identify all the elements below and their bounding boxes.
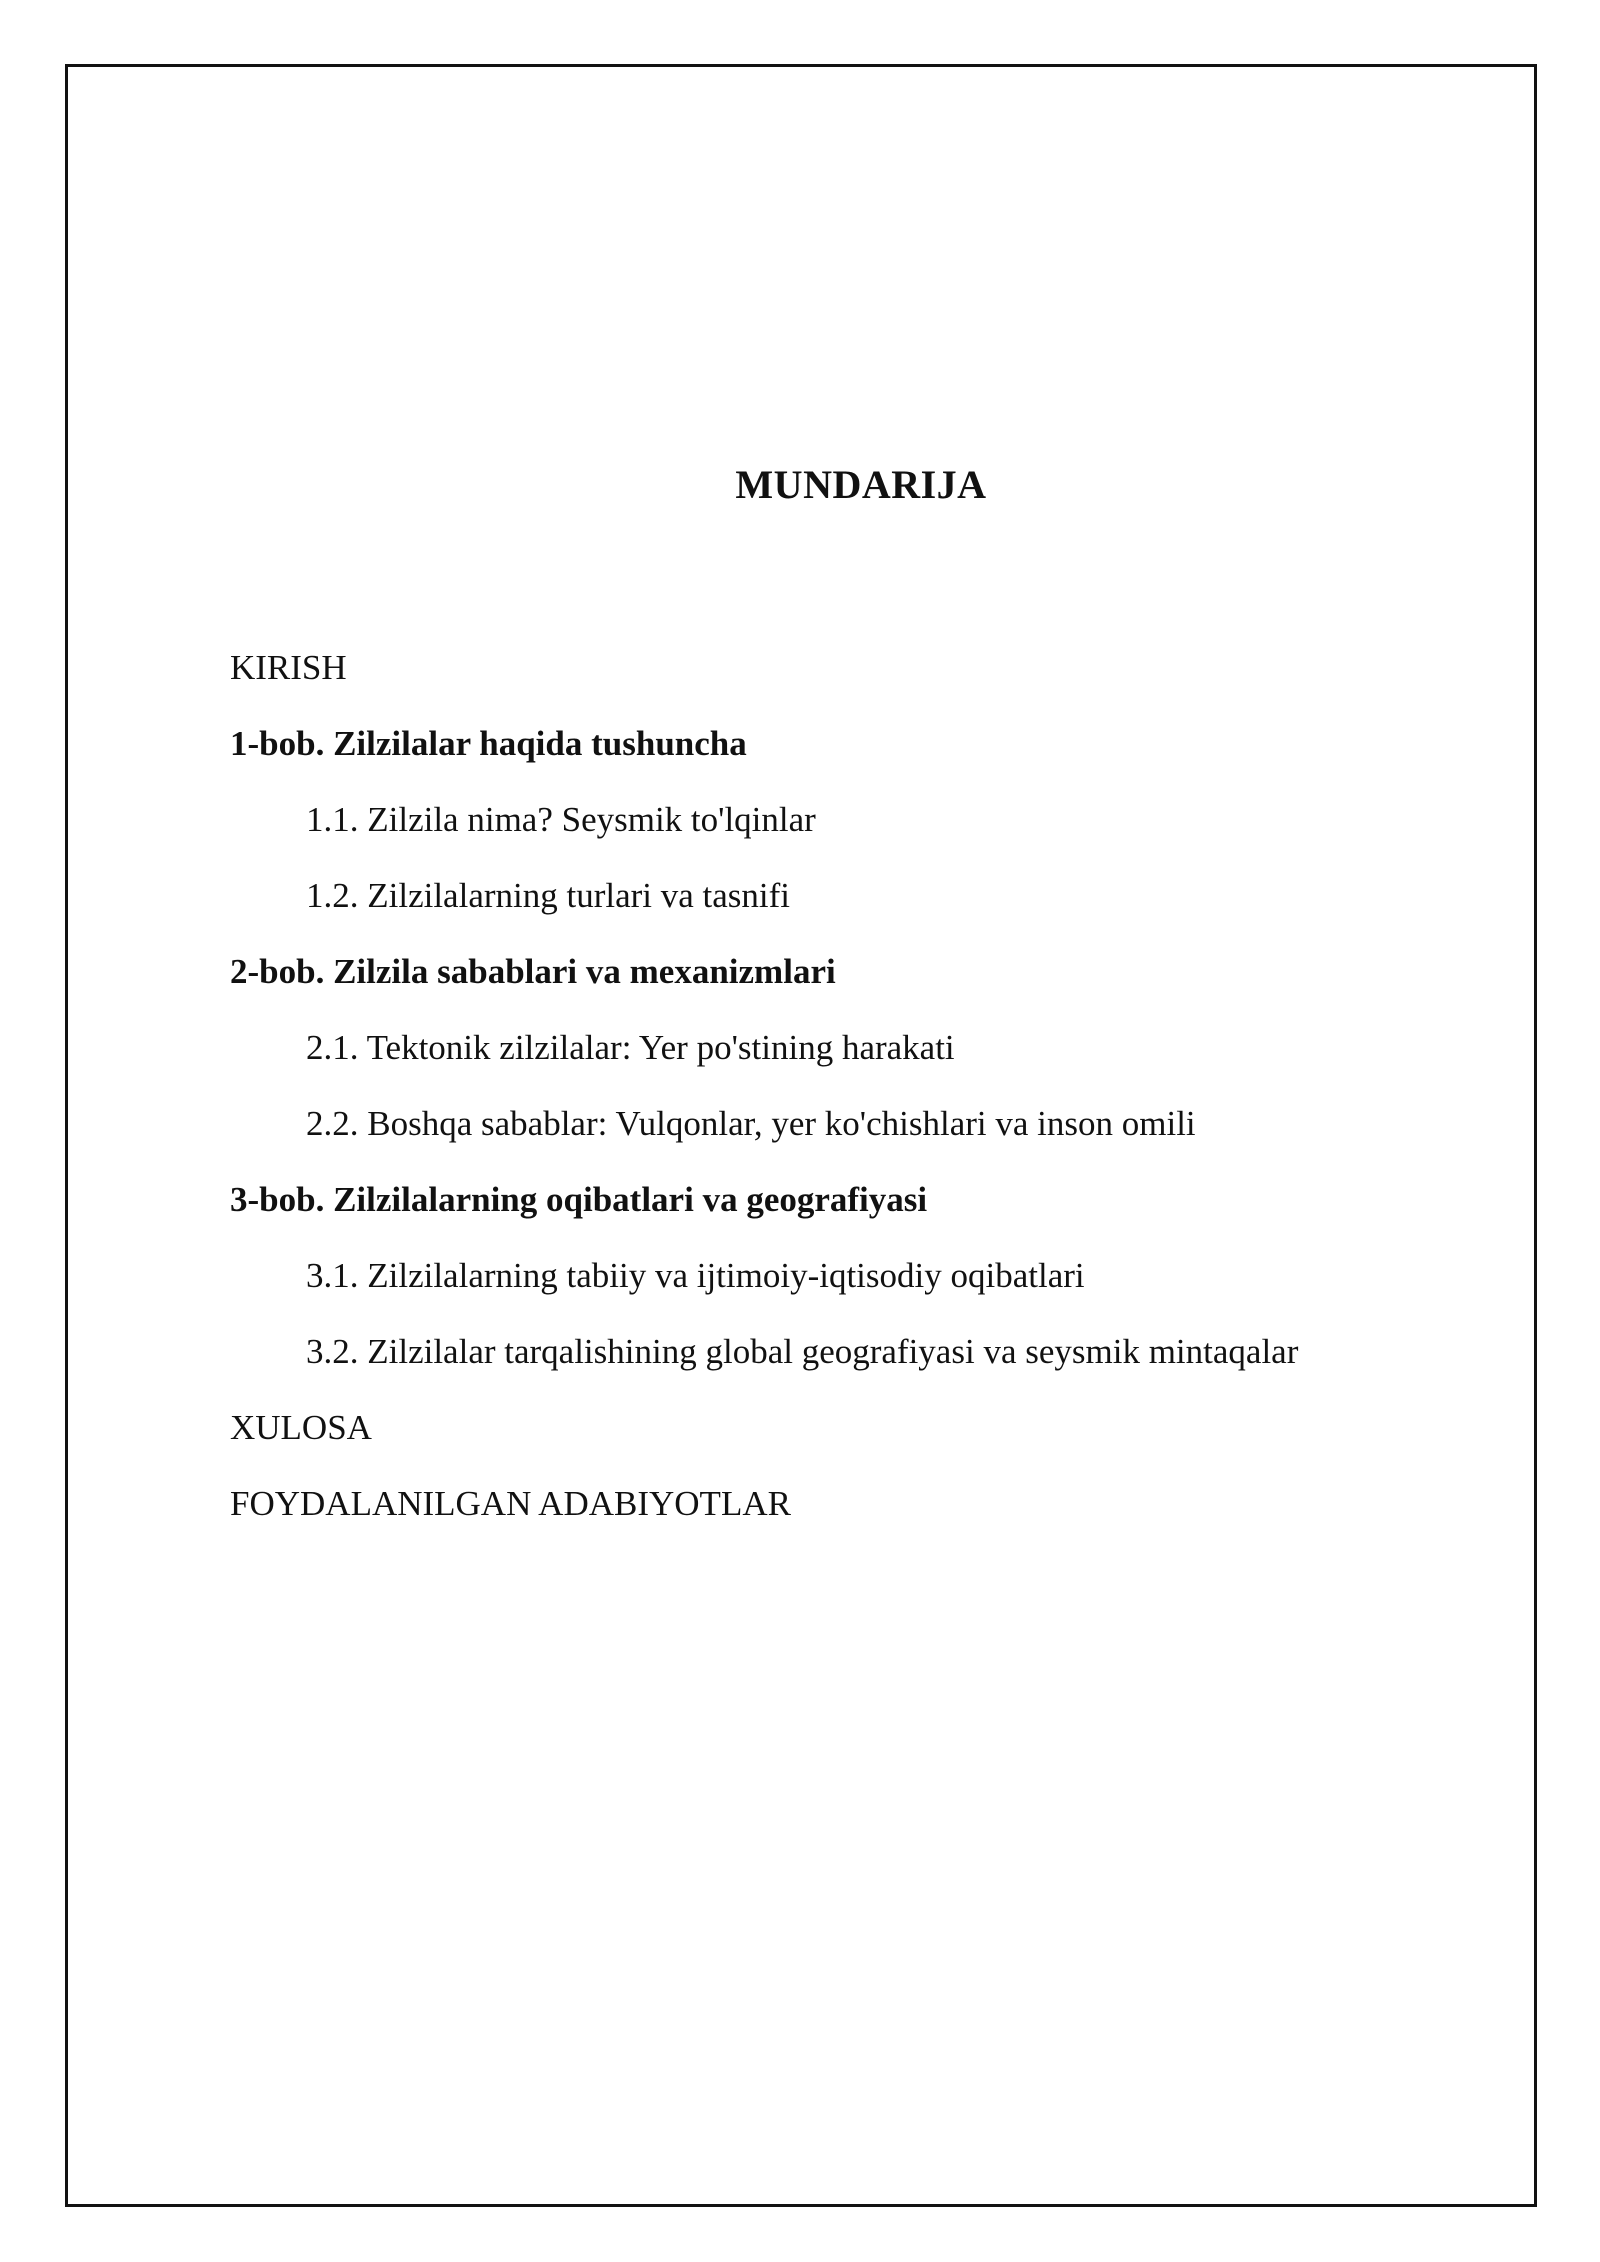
page-title: MUNDARIJA [735,462,987,507]
table-of-contents [230,642,1298,1554]
toc-chapter-1: 1-bob. Zilzilalar haqida tushuncha [230,724,747,763]
toc-entry-intro: KIRISH [230,648,347,687]
toc-section-2-1: 2.1. Tektonik zilzilalar: Yer po'stining harakati [306,1028,955,1067]
toc-section-1-2: 1.2. Zilzilalarning turlari va tasnifi [306,876,791,915]
toc-section-2-2: 2.2. Boshqa sabablar: Vulqonlar, yer ko'chishlari va inson omili [306,1104,1196,1143]
toc-section-1-1: 1.1. Zilzila nima? Seysmik to'lqinlar [306,800,816,839]
toc-section-3-1: 3.1. Zilzilalarning tabiiy va ijtimoiy-iqtisodiy oqibatlari [306,1256,1085,1295]
toc-section-3-2: 3.2. Zilzilalar tarqalishining global geografiyasi va seysmik mintaqalar [306,1332,1299,1371]
toc-entry-references: FOYDALANILGAN ADABIYOTLAR [230,1484,791,1523]
toc-entry-conclusion: XULOSA [230,1408,372,1447]
toc-chapter-3: 3-bob. Zilzilalarning oqibatlari va geografiyasi [230,1180,928,1219]
toc-chapter-2: 2-bob. Zilzila sabablari va mexanizmlari [230,952,836,991]
